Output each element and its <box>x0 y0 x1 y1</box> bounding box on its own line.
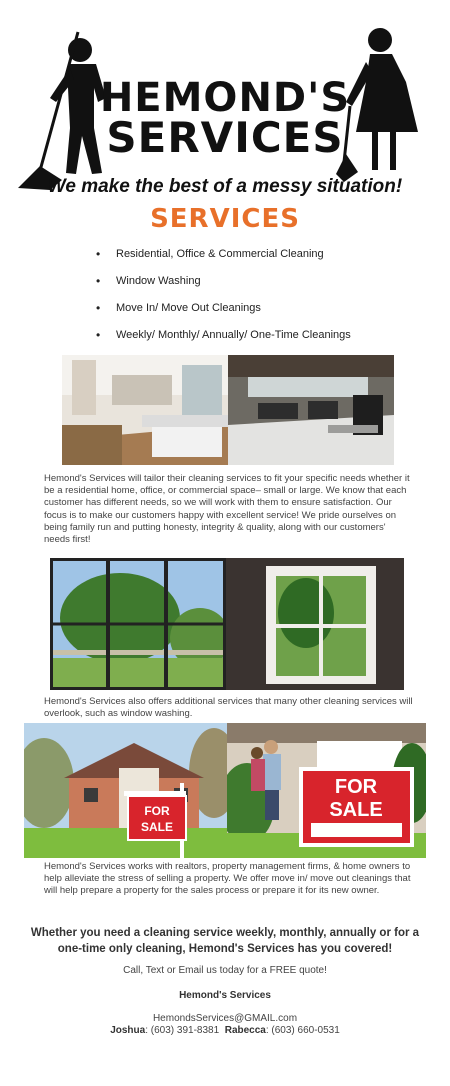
service-item: • Weekly/ Monthly/ Annually/ One-Time Cleanings <box>96 329 351 356</box>
logo-title <box>60 75 390 162</box>
office-photo <box>228 355 394 465</box>
cta-text: Whether you need a cleaning service weekly, monthly, annually or for a one-time only cleaning, Hemond's Services has you covered! <box>30 927 420 955</box>
services-list <box>96 248 351 356</box>
services-heading: SERVICES <box>150 204 300 234</box>
email-link[interactable]: HemondsServices@GMAIL.com <box>152 1013 298 1024</box>
header-logo <box>0 0 450 200</box>
logo-title-line1: HEMOND'S <box>99 75 351 121</box>
service-item: • Move In/ Move Out Cleanings <box>96 302 351 329</box>
person2-name: Rabecca <box>224 1025 266 1036</box>
logo-title-line2: SERVICES <box>106 113 344 162</box>
realtor-paragraph: Hemond's Services works with realtors, property management firms, & home owners to help alleviate the stress of selling a property. We offer move in/ move out cleanings that will help prepare a property for the sales process or prepare it for its new owner. <box>44 861 411 897</box>
person2-phone[interactable]: : (603) 660-0531 <box>265 1025 340 1036</box>
sign-text-line2: SALE <box>140 820 174 834</box>
window-view-photo <box>50 558 226 690</box>
sign-text-line1: FOR <box>334 776 378 798</box>
additional-services-paragraph: Hemond's Services also offers additional services that many other cleaning services will overlook, such as window washing. <box>44 696 413 720</box>
intro-paragraph: Hemond's Services will tailor their cleaning services to fit your specific needs whether it be a residential home, office, or commercial space– small or large. We know that each customer has different needs, so we will work with them to ensure satisfaction. Our focus is to make our customers happy with excellent service! We pride ourselves on being family run and putting honesty, integrity & quality, along with our customers' needs first! <box>44 473 410 546</box>
phone-numbers <box>0 1025 450 1036</box>
person1-phone[interactable]: : (603) 391-8381 <box>145 1025 220 1036</box>
sign-text-line2: SALE <box>329 799 383 821</box>
couple-for-sale-photo <box>227 723 426 858</box>
kitchen-photo <box>62 355 228 465</box>
sign-text-line1: FOR <box>144 804 170 818</box>
person1-name: Joshua <box>110 1025 146 1036</box>
service-item: • Residential, Office & Commercial Cleaning <box>96 248 351 275</box>
house-for-sale-photo <box>24 723 227 858</box>
call-to-action-line: Call, Text or Email us today for a FREE quote! <box>123 965 327 976</box>
business-name: Hemond's Services <box>179 990 271 1001</box>
window-frame-photo <box>226 558 404 690</box>
tagline: We make the best of a messy situation! <box>47 176 403 197</box>
service-item: • Window Washing <box>96 275 351 302</box>
